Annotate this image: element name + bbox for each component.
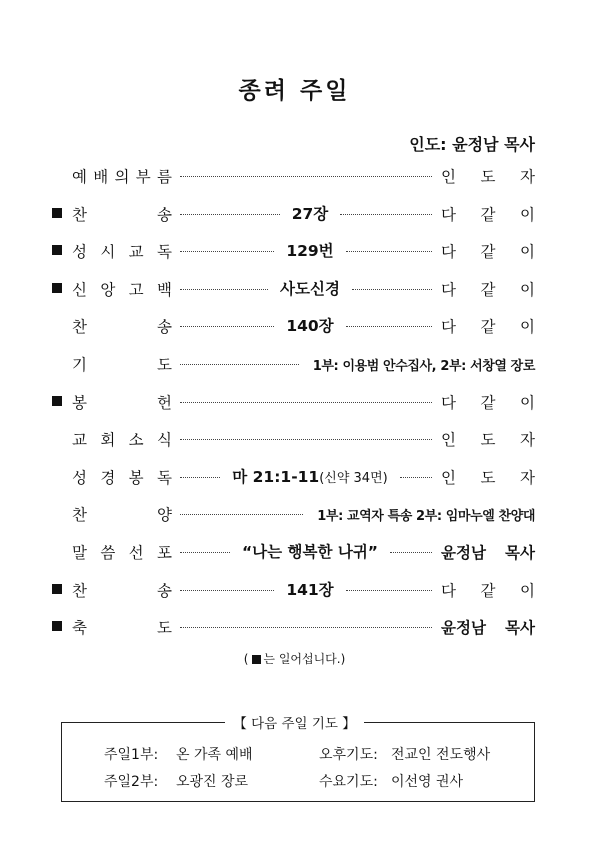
order-item-responsible: 다 같 이: [441, 280, 535, 299]
order-item-responsible: 윤정남 목사: [441, 544, 535, 562]
order-item-label: 교 회 소 식: [72, 431, 172, 450]
order-item-label: 예 배 의 부 름: [72, 168, 172, 186]
order-row: [0, 351, 589, 377]
order-item-responsible: 다 같 이: [441, 243, 535, 262]
order-row: [0, 238, 589, 264]
order-row: [0, 577, 589, 603]
order-item-responsible: 다 같 이: [441, 205, 535, 224]
order-item-responsible: 다 같 이: [441, 581, 535, 600]
prayer-item: 주일1부: 온 가족 예배: [104, 747, 253, 763]
order-item-responsible: 1부: 이용범 안수집사, 2부: 서창열 장로: [312, 359, 535, 374]
square-bullet-icon: [52, 396, 62, 406]
order-item-detail: 141장: [286, 580, 334, 599]
order-item-label: 봉 헌: [72, 393, 172, 412]
order-item-responsible: 윤정남 목사: [441, 619, 535, 638]
footnote: [0, 650, 589, 667]
dotted-leader: [180, 326, 274, 327]
prayer-item: 수요기도: 이선영 권사: [319, 774, 464, 790]
page-title: 종려 주일: [238, 78, 351, 104]
dotted-leader: [180, 552, 230, 553]
dotted-leader: [180, 514, 303, 515]
order-row: [0, 614, 589, 640]
order-item-responsible: 다 같 이: [441, 393, 535, 412]
prayer-item: 오후기도: 전교인 전도행사: [319, 747, 491, 763]
order-row: [0, 501, 589, 527]
dotted-leader: [390, 552, 432, 553]
square-bullet-icon: [52, 245, 62, 255]
order-item-responsible: 인 도 자: [441, 468, 535, 487]
dotted-leader: [180, 364, 299, 365]
order-row: [0, 163, 589, 189]
order-item-label: 축 도: [72, 619, 172, 638]
order-item-detail: 사도신경: [280, 279, 340, 298]
square-bullet-icon: [52, 208, 62, 218]
order-row: [0, 464, 589, 490]
order-item-label: 기 도: [72, 356, 172, 374]
order-item-label: 찬 송: [72, 581, 172, 600]
dotted-leader: [180, 477, 220, 478]
dotted-leader: [180, 214, 280, 215]
order-item-detail: 27장: [291, 204, 329, 223]
order-item-detail: “나는 행복한 나귀”: [242, 543, 378, 561]
order-row: [0, 389, 589, 415]
dotted-leader: [180, 439, 432, 440]
dotted-leader: [346, 251, 432, 252]
order-item-responsible: 1부: 교역자 특송 2부: 임마누엘 찬양대: [317, 509, 535, 525]
order-item-label: 찬 송: [72, 205, 172, 224]
order-row: [0, 426, 589, 452]
dotted-leader: [340, 214, 432, 215]
dotted-leader: [180, 402, 432, 403]
order-row: [0, 276, 589, 302]
order-item-label: 찬 송: [72, 318, 172, 337]
order-item-detail: 140장: [286, 317, 334, 336]
order-item-label: 찬 양: [72, 506, 172, 525]
next-week-prayer-title: 【 다음 주일 기도 】: [0, 712, 589, 732]
order-row: [0, 539, 589, 565]
square-bullet-icon: [52, 283, 62, 293]
order-row: [0, 313, 589, 339]
order-item-responsible: 다 같 이: [441, 318, 535, 337]
dotted-leader: [180, 590, 274, 591]
order-item-detail: 129번: [286, 242, 334, 261]
order-item-responsible: 인 도 자: [441, 168, 535, 186]
order-row: [0, 201, 589, 227]
order-item-label: 성 경 봉 독: [72, 468, 172, 487]
order-item-detail: 마 21:1-11(신약 34면): [232, 467, 388, 486]
dotted-leader: [180, 176, 432, 177]
square-bullet-icon: [52, 584, 62, 594]
order-item-responsible: 인 도 자: [441, 431, 535, 450]
dotted-leader: [180, 627, 432, 628]
dotted-leader: [346, 590, 432, 591]
square-bullet-icon: [52, 621, 62, 631]
order-item-label: 말 씀 선 포: [72, 544, 172, 562]
footnote-text: 는 일어섭니다.): [263, 652, 346, 666]
dotted-leader: [346, 326, 432, 327]
order-item-label: 성 시 교 독: [72, 243, 172, 262]
dotted-leader: [400, 477, 432, 478]
square-bullet-icon: [252, 655, 261, 664]
dotted-leader: [180, 251, 274, 252]
prayer-item: 주일2부: 오광진 장로: [104, 774, 249, 790]
footnote-open: (: [243, 652, 249, 666]
worship-leader: 인도: 윤정남 목사: [409, 135, 535, 154]
order-item-label: 신 앙 고 백: [72, 280, 172, 299]
dotted-leader: [352, 289, 432, 290]
dotted-leader: [180, 289, 268, 290]
